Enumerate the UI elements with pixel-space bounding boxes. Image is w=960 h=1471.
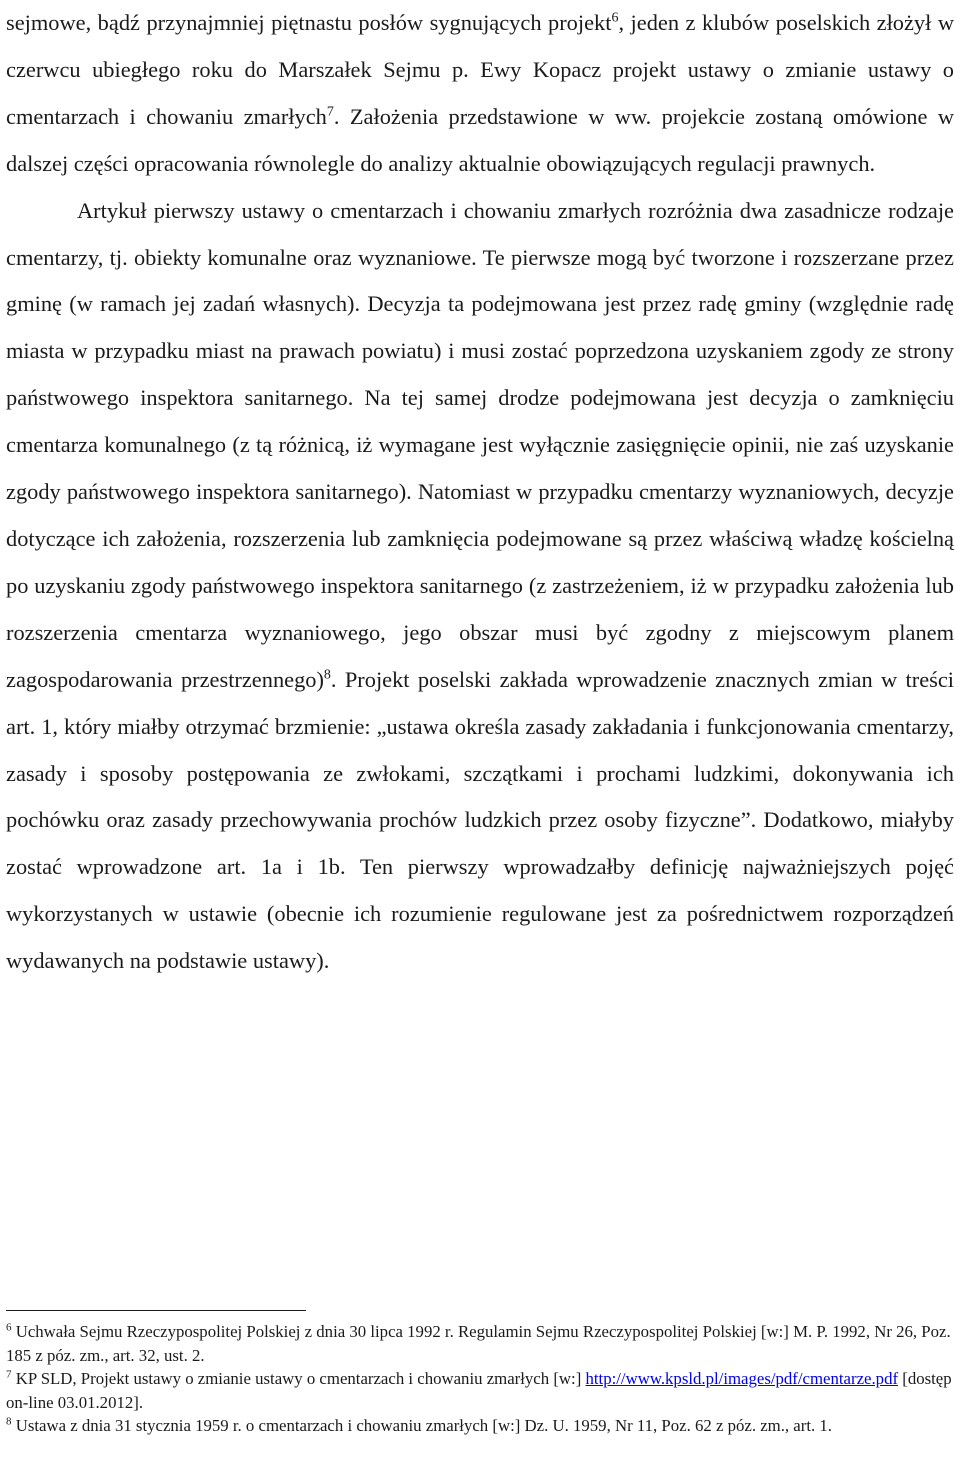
footnote-text-after: [dostęp on-line 03.01.2012]. bbox=[6, 1369, 952, 1412]
footnote-8 bbox=[6, 1414, 954, 1438]
paragraph-1-text-a: sejmowe, bądź przynajmniej piętnastu posłów sygnujących projekt bbox=[6, 10, 612, 35]
footnote-number: 8 bbox=[6, 1415, 12, 1428]
footnote-6 bbox=[6, 1320, 954, 1367]
footnote-ref-8[interactable]: 8 bbox=[323, 667, 331, 683]
paragraph-1-text-b: , jeden z klubów poselskich złożył w czerwcu ubiegłego roku do Marszałek Sejmu p. Ewy Kopacz projekt ustawy o zmianie ustawy o cmentarzach i chowaniu zmarłych bbox=[6, 10, 955, 129]
footnotes-section bbox=[6, 1310, 954, 1438]
paragraph-1 bbox=[6, 0, 954, 188]
footnote-text: Ustawa z dnia 31 stycznia 1959 r. o cmentarzach i chowaniu zmarłych [w:] Dz. U. 1959, Nr 11, Poz. 62 z póz. zm., art. 1. bbox=[11, 1416, 832, 1436]
paragraph-1-text-c: . Założenia przedstawione w ww. projekcie zostaną omówione w dalszej części opracowania równolegle do analizy aktualnie obowiązujących regulacji prawnych. bbox=[6, 103, 954, 176]
paragraph-2-text-a: Artykuł pierwszy ustawy o cmentarzach i chowaniu zmarłych rozróżnia dwa zasadnicze rodzaje cmentarzy, tj. obiekty komunalne oraz wyznaniowe. Te pierwsze mogą być tworzone i rozszerzane przez gminę (w ramach jej zadań własnych). Decyzja ta podejmowana jest przez radę gminy (względnie radę miasta w przypadku miast na prawach powiatu) i musi zostać poprzedzona uzyskaniem zgody ze strony państwowego inspektora sanitarnego. Na tej samej drodze podejmowana jest decyzja o zamknięciu cmentarza komunalnego (z tą różnicą, iż wymagane jest wyłącznie zasięgnięcie opinii, nie zaś uzyskanie zgody państwowego inspektora sanitarnego). Natomiast w przypadku cmentarzy wyznaniowych, decyzje dotyczące ich założenia, rozszerzenia lub zamknięcia podejmowane są przez właściwą władzę kościelną po uzyskaniu zgody państwowego inspektora sanitarnego (z zastrzeżeniem, iż w przypadku założenia lub rozszerzenia cmentarza wyznaniowego, jego obszar musi być zgodny z miejscowym planem zagospodarowania przestrzennego) bbox=[6, 197, 954, 692]
footnote-link[interactable]: http://www.kpsld.pl/images/pdf/cmentarze.pdf bbox=[585, 1369, 899, 1389]
body-text bbox=[6, 0, 954, 985]
paragraph-2 bbox=[6, 188, 954, 985]
footnote-ref-6[interactable]: 6 bbox=[611, 10, 619, 26]
document-page bbox=[6, 0, 954, 985]
footnote-number: 6 bbox=[6, 1321, 12, 1334]
footnote-separator bbox=[6, 1310, 306, 1311]
paragraph-2-text-b: . Projekt poselski zakłada wprowadzenie znacznych zmian w treści art. 1, który miałby otrzymać brzmienie: „ustawa określa zasady zakładania i funkcjonowania cmentarzy, zasady i sposoby postępowania ze zwłokami, szczątkami i prochami ludzkimi, dokonywania ich pochówku oraz zasady przechowywania prochów ludzkich przez osoby fizyczne”. Dodatkowo, miałyby zostać wprowadzone art. 1a i 1b. Ten pierwszy wprowadzałby definicję najważniejszych pojęć wykorzystanych w ustawie (obecnie ich rozumienie regulowane jest za pośrednictwem rozporządzeń wydawanych na podstawie ustawy). bbox=[6, 666, 954, 974]
footnote-number: 7 bbox=[6, 1368, 12, 1381]
footnote-7 bbox=[6, 1367, 954, 1414]
footnote-text: Uchwała Sejmu Rzeczypospolitej Polskiej z dnia 30 lipca 1992 r. Regulamin Sejmu Rzeczypospolitej Polskiej [w:] M. P. 1992, Nr 26, Poz. 185 z póz. zm., art. 32, ust. 2. bbox=[6, 1322, 951, 1365]
footnote-text: KP SLD, Projekt ustawy o zmianie ustawy o cmentarzach i chowaniu zmarłych [w:] bbox=[11, 1369, 586, 1389]
footnote-ref-7[interactable]: 7 bbox=[326, 104, 334, 120]
